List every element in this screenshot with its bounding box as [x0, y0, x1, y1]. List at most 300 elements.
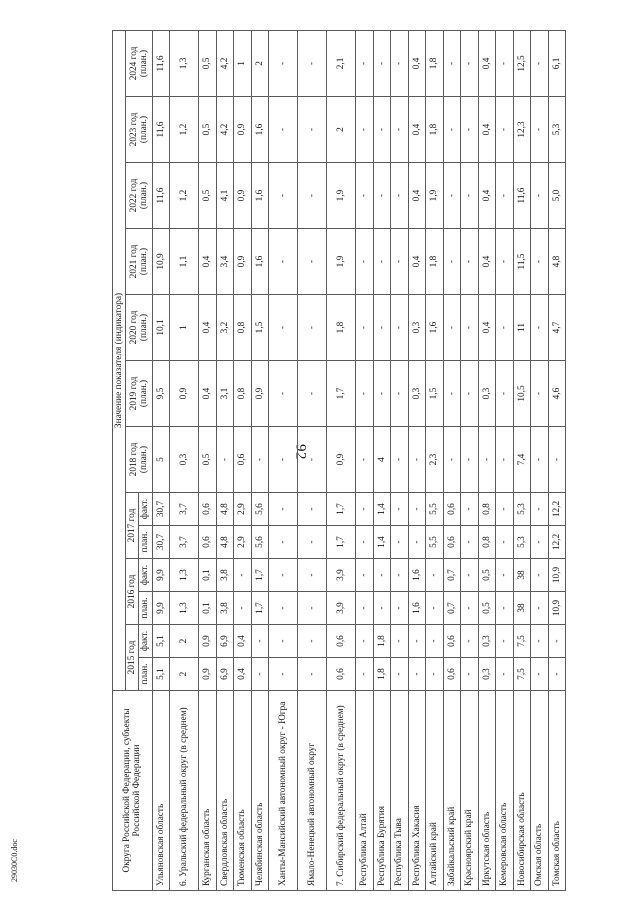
value-cell: 1,6: [251, 163, 269, 229]
value-cell: 0,3: [408, 361, 426, 427]
value-cell: -: [356, 229, 374, 295]
value-cell: 11,6: [152, 97, 170, 163]
value-cell: 5,6: [251, 493, 269, 526]
value-cell: 0,4: [478, 163, 496, 229]
region-name-cell: Ханты-Мансийский автономный округ - Югра: [269, 691, 298, 891]
value-cell: 7,4: [513, 427, 531, 493]
value-cell: 0,5: [199, 427, 217, 493]
value-cell: 2: [170, 658, 199, 691]
sub-header: план.: [139, 592, 152, 625]
value-cell: -: [391, 559, 409, 592]
value-cell: -: [298, 658, 327, 691]
value-cell: 1,3: [170, 30, 199, 96]
value-cell: 0,5: [199, 30, 217, 96]
value-cell: -: [356, 493, 374, 526]
year-header: 2022 год (план.): [126, 163, 152, 229]
value-cell: -: [298, 427, 327, 493]
value-cell: -: [426, 625, 444, 658]
value-cell: -: [461, 658, 479, 691]
value-cell: 9,9: [152, 592, 170, 625]
value-cell: -: [391, 295, 409, 361]
table-row: [152, 30, 170, 890]
value-cell: -: [443, 97, 461, 163]
value-cell: -: [356, 97, 374, 163]
value-cell: 12,2: [548, 526, 566, 559]
value-cell: 1: [170, 295, 199, 361]
value-cell: -: [408, 625, 426, 658]
value-cell: 1,6: [426, 295, 444, 361]
value-cell: -: [461, 97, 479, 163]
value-cell: -: [443, 295, 461, 361]
value-cell: -: [298, 559, 327, 592]
value-cell: -: [298, 361, 327, 427]
value-cell: 0,8: [478, 493, 496, 526]
value-cell: 7,5: [513, 658, 531, 691]
sub-header: факт.: [139, 559, 152, 592]
value-cell: 0,4: [234, 625, 252, 658]
year-header: 2018 год (план.): [126, 427, 152, 493]
value-cell: 1,8: [373, 658, 391, 691]
table-row: [426, 30, 444, 890]
value-cell: 0,4: [408, 30, 426, 96]
value-cell: -: [461, 526, 479, 559]
value-cell: 5,1: [152, 625, 170, 658]
value-cell: -: [391, 493, 409, 526]
region-name-cell: Кемеровская область: [496, 691, 514, 891]
value-cell: 11: [513, 295, 531, 361]
value-cell: 2,9: [234, 526, 252, 559]
value-cell: 0,8: [234, 295, 252, 361]
value-cell: 0,9: [234, 229, 252, 295]
value-cell: -: [298, 97, 327, 163]
sub-header: факт.: [139, 625, 152, 658]
value-cell: -: [408, 658, 426, 691]
region-name-cell: Тюменская область: [234, 691, 252, 891]
value-cell: 2: [327, 97, 356, 163]
value-cell: -: [461, 163, 479, 229]
value-cell: 0,5: [478, 559, 496, 592]
value-cell: -: [496, 493, 514, 526]
sub-header: план.: [139, 658, 152, 691]
sub-header: план.: [139, 526, 152, 559]
value-cell: 3,8: [216, 592, 234, 625]
value-cell: 1,8: [426, 30, 444, 96]
year-header: 2023 год (план.): [126, 97, 152, 163]
value-cell: 0,9: [199, 658, 217, 691]
value-cell: 3,4: [216, 229, 234, 295]
value-cell: 30,7: [152, 493, 170, 526]
table-row: [391, 30, 409, 890]
value-cell: -: [408, 526, 426, 559]
value-cell: -: [461, 493, 479, 526]
value-cell: 0,4: [478, 97, 496, 163]
year-header: 2017 год: [126, 493, 139, 559]
region-name-cell: Республика Тыва: [391, 691, 409, 891]
value-cell: -: [298, 625, 327, 658]
value-cell: 0,6: [443, 625, 461, 658]
value-cell: -: [496, 526, 514, 559]
rotated-page-content: [112, 31, 627, 891]
value-cell: 10,5: [513, 361, 531, 427]
year-header: 2015 год: [126, 625, 139, 691]
value-cell: 1,4: [373, 493, 391, 526]
table-row: [408, 30, 426, 890]
value-cell: -: [391, 625, 409, 658]
value-cell: 0,6: [443, 526, 461, 559]
value-cell: 5,5: [426, 493, 444, 526]
value-cell: -: [356, 592, 374, 625]
value-cell: 5,1: [152, 658, 170, 691]
value-cell: 7,5: [513, 625, 531, 658]
value-cell: 0,5: [478, 592, 496, 625]
value-cell: -: [426, 592, 444, 625]
value-cell: -: [356, 295, 374, 361]
value-cell: 4: [373, 427, 391, 493]
value-cell: 5: [152, 427, 170, 493]
value-cell: 0,9: [199, 625, 217, 658]
value-cell: 0,4: [408, 97, 426, 163]
value-cell: -: [443, 229, 461, 295]
value-cell: 0,6: [199, 493, 217, 526]
page-number: 92: [292, 444, 309, 460]
value-cell: 0,6: [234, 427, 252, 493]
region-column-header: Округа Российской Федерации, субъекты Российской Федерации: [113, 691, 153, 891]
value-cell: -: [373, 30, 391, 96]
value-cell: 2: [251, 30, 269, 96]
value-cell: -: [496, 163, 514, 229]
value-cell: 11,6: [152, 163, 170, 229]
value-cell: 0,6: [199, 526, 217, 559]
value-cell: 12,3: [513, 97, 531, 163]
region-name-cell: Свердловская область: [216, 691, 234, 891]
value-cell: -: [251, 625, 269, 658]
value-cell: 1,9: [327, 163, 356, 229]
value-cell: -: [531, 30, 549, 96]
value-cell: -: [443, 427, 461, 493]
table-row: [199, 30, 217, 890]
value-cell: -: [443, 163, 461, 229]
value-cell: -: [356, 30, 374, 96]
table-row: [170, 30, 199, 890]
value-cell: 3,2: [216, 295, 234, 361]
value-cell: -: [496, 625, 514, 658]
value-cell: -: [443, 361, 461, 427]
value-cell: -: [373, 97, 391, 163]
value-cell: -: [496, 30, 514, 96]
value-cell: -: [269, 559, 298, 592]
region-name-cell: Омская область: [531, 691, 549, 891]
value-cell: -: [461, 229, 479, 295]
value-cell: 1,8: [426, 229, 444, 295]
value-cell: 2,9: [234, 493, 252, 526]
value-cell: -: [496, 97, 514, 163]
value-cell: -: [298, 493, 327, 526]
region-name-cell: Ямало-Ненецкий автономный округ: [298, 691, 327, 891]
value-cell: 0,8: [478, 526, 496, 559]
value-cell: 4,1: [216, 163, 234, 229]
value-cell: 0,9: [170, 361, 199, 427]
value-cell: -: [531, 493, 549, 526]
value-cell: -: [269, 658, 298, 691]
value-cell: 0,7: [443, 592, 461, 625]
value-cell: -: [391, 658, 409, 691]
value-cell: -: [269, 427, 298, 493]
value-cell: -: [548, 658, 566, 691]
value-cell: -: [269, 361, 298, 427]
value-cell: 1,8: [327, 295, 356, 361]
region-name-cell: Томская область: [548, 691, 566, 891]
value-cell: 0,6: [327, 658, 356, 691]
value-cell: -: [356, 625, 374, 658]
indicator-table: [112, 30, 566, 891]
table-row: [298, 30, 327, 890]
value-cell: -: [548, 625, 566, 658]
value-cell: 4,2: [216, 97, 234, 163]
value-cell: -: [251, 427, 269, 493]
value-cell: 10,9: [548, 559, 566, 592]
region-name-cell: Курганская область: [199, 691, 217, 891]
table-row: [216, 30, 234, 890]
value-cell: 1,7: [251, 559, 269, 592]
value-cell: 3,9: [327, 592, 356, 625]
value-cell: -: [373, 163, 391, 229]
table-body: [152, 30, 566, 890]
value-cell: 3,1: [216, 361, 234, 427]
value-cell: 0,4: [234, 658, 252, 691]
value-cell: -: [408, 493, 426, 526]
value-cell: -: [373, 559, 391, 592]
value-cell: 1,9: [327, 229, 356, 295]
region-name-cell: Республика Бурятия: [373, 691, 391, 891]
value-cell: -: [426, 658, 444, 691]
value-cell: -: [496, 361, 514, 427]
value-cell: -: [356, 361, 374, 427]
value-cell: 1,2: [170, 97, 199, 163]
region-name-cell: 6. Уральский федеральный округ (в среднем): [170, 691, 199, 891]
value-cell: 1,3: [170, 559, 199, 592]
value-cell: -: [251, 658, 269, 691]
value-cell: 0,4: [478, 30, 496, 96]
value-cell: 0,9: [251, 361, 269, 427]
value-cell: -: [356, 526, 374, 559]
value-cell: -: [391, 427, 409, 493]
value-cell: -: [234, 559, 252, 592]
value-cell: 1,8: [426, 97, 444, 163]
value-cell: 1,6: [408, 592, 426, 625]
value-cell: -: [269, 30, 298, 96]
value-cell: 0,6: [443, 493, 461, 526]
value-cell: -: [548, 427, 566, 493]
year-header: 2016 год: [126, 559, 139, 625]
value-cell: -: [531, 97, 549, 163]
table-row: [513, 30, 531, 890]
region-name-cell: Челябинская область: [251, 691, 269, 891]
value-cell: 5,3: [513, 526, 531, 559]
value-cell: 6,9: [216, 658, 234, 691]
value-cell: 3,7: [170, 526, 199, 559]
value-cell: -: [461, 625, 479, 658]
value-cell: 9,5: [152, 361, 170, 427]
value-cell: 38: [513, 559, 531, 592]
value-cell: 1: [234, 30, 252, 96]
value-cell: 0,6: [443, 658, 461, 691]
value-cell: 3,9: [327, 559, 356, 592]
value-cell: -: [216, 427, 234, 493]
value-cell: -: [269, 526, 298, 559]
table-row: [356, 30, 374, 890]
value-cell: -: [373, 592, 391, 625]
value-cell: -: [373, 361, 391, 427]
value-cell: 0,5: [199, 163, 217, 229]
value-cell: 3,8: [216, 559, 234, 592]
region-name-cell: Ульяновская область: [152, 691, 170, 891]
value-cell: -: [496, 427, 514, 493]
value-cell: 1,3: [170, 592, 199, 625]
value-cell: -: [269, 229, 298, 295]
value-cell: 0,8: [234, 361, 252, 427]
value-cell: -: [461, 427, 479, 493]
value-cell: 12,5: [513, 30, 531, 96]
value-cell: 11,5: [513, 229, 531, 295]
value-cell: 1,6: [251, 229, 269, 295]
value-cell: -: [356, 163, 374, 229]
value-cell: -: [391, 361, 409, 427]
value-cell: -: [496, 559, 514, 592]
region-name-cell: Иркутская область: [478, 691, 496, 891]
value-cell: -: [269, 97, 298, 163]
sub-header: факт.: [139, 493, 152, 526]
value-cell: -: [269, 625, 298, 658]
value-cell: -: [269, 295, 298, 361]
value-cell: -: [391, 229, 409, 295]
value-cell: -: [461, 592, 479, 625]
value-cell: 1,5: [426, 361, 444, 427]
value-cell: 1,7: [327, 361, 356, 427]
value-cell: 1,6: [408, 559, 426, 592]
value-cell: -: [356, 658, 374, 691]
value-cell: 1,9: [426, 163, 444, 229]
table-row: [251, 30, 269, 890]
value-cell: -: [531, 427, 549, 493]
value-cell: -: [426, 559, 444, 592]
value-cell: 5,6: [251, 526, 269, 559]
value-cell: 4,8: [216, 526, 234, 559]
value-cell: -: [531, 658, 549, 691]
value-cell: -: [461, 559, 479, 592]
value-cell: 0,9: [234, 163, 252, 229]
value-cell: 4,7: [548, 295, 566, 361]
value-cell: -: [373, 295, 391, 361]
table-row: [269, 30, 298, 890]
region-name-cell: Красноярский край: [461, 691, 479, 891]
value-cell: 0,4: [408, 163, 426, 229]
table-row: [373, 30, 391, 890]
value-cell: 4,8: [216, 493, 234, 526]
value-cell: 5,3: [548, 97, 566, 163]
year-header: 2024 год (план.): [126, 30, 152, 96]
value-cell: 1,1: [170, 229, 199, 295]
value-cell: -: [531, 526, 549, 559]
value-cell: 0,3: [478, 361, 496, 427]
value-cell: 4,6: [548, 361, 566, 427]
table-row: [443, 30, 461, 890]
value-cell: -: [391, 526, 409, 559]
value-cell: 0,4: [478, 295, 496, 361]
value-cell: -: [391, 30, 409, 96]
value-cell: -: [461, 361, 479, 427]
value-cell: -: [531, 592, 549, 625]
region-name-cell: Забайкальский край: [443, 691, 461, 891]
value-cell: -: [391, 592, 409, 625]
value-cell: -: [408, 427, 426, 493]
year-header: 2020 год (план.): [126, 295, 152, 361]
value-cell: -: [298, 592, 327, 625]
value-cell: 3,7: [170, 493, 199, 526]
table-row: [478, 30, 496, 890]
value-cell: 0,4: [199, 295, 217, 361]
value-cell: 0,3: [478, 625, 496, 658]
value-cell: 1,2: [170, 163, 199, 229]
value-cell: 10,9: [548, 592, 566, 625]
value-cell: 2: [170, 625, 199, 658]
value-cell: 1,6: [251, 97, 269, 163]
table-row: [461, 30, 479, 890]
value-cell: -: [496, 592, 514, 625]
value-cell: -: [531, 625, 549, 658]
value-cell: -: [234, 592, 252, 625]
year-header: 2019 год (план.): [126, 361, 152, 427]
footer-filename: 29030C0.doc: [10, 839, 19, 882]
value-cell: 2,3: [426, 427, 444, 493]
value-cell: 4,8: [548, 229, 566, 295]
value-cell: 30,7: [152, 526, 170, 559]
region-name-cell: Республика Хакасия: [408, 691, 426, 891]
value-cell: -: [269, 163, 298, 229]
value-cell: 5,0: [548, 163, 566, 229]
table-row: [234, 30, 252, 890]
value-cell: 5,5: [426, 526, 444, 559]
value-cell: 11,6: [513, 163, 531, 229]
value-cell: 0,4: [408, 229, 426, 295]
value-cell: -: [531, 295, 549, 361]
value-cell: 0,9: [234, 97, 252, 163]
value-cell: -: [298, 30, 327, 96]
value-cell: -: [298, 163, 327, 229]
value-cell: 0,1: [199, 559, 217, 592]
value-cell: 10,9: [152, 229, 170, 295]
indicator-header: Значение показателя (индикатора): [113, 30, 126, 690]
value-cell: -: [531, 163, 549, 229]
value-cell: 1,7: [327, 493, 356, 526]
value-cell: 0,5: [199, 97, 217, 163]
value-cell: 5,3: [513, 493, 531, 526]
value-cell: -: [298, 295, 327, 361]
value-cell: -: [496, 229, 514, 295]
value-cell: 1,7: [327, 526, 356, 559]
value-cell: -: [461, 30, 479, 96]
value-cell: 10,1: [152, 295, 170, 361]
value-cell: -: [356, 559, 374, 592]
value-cell: 0,7: [443, 559, 461, 592]
table-row: [548, 30, 566, 890]
value-cell: -: [531, 229, 549, 295]
value-cell: 0,4: [478, 229, 496, 295]
value-cell: -: [356, 427, 374, 493]
value-cell: 38: [513, 592, 531, 625]
region-name-cell: Республика Алтай: [356, 691, 374, 891]
year-header: 2021 год (план.): [126, 229, 152, 295]
value-cell: 1,5: [251, 295, 269, 361]
